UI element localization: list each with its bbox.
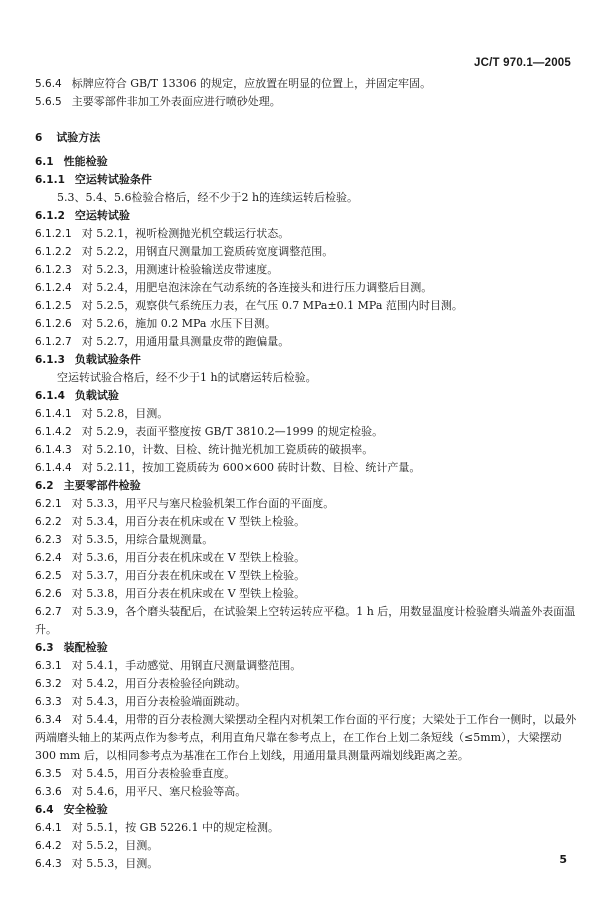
clause-item	[35, 75, 580, 93]
clause-number: 6.1	[35, 156, 54, 168]
clause-item	[35, 333, 580, 351]
clause-text: 对 5.2.8，目测。	[81, 407, 169, 420]
clause-number: 6.2.3	[35, 534, 62, 546]
paragraph	[35, 189, 580, 207]
clause-number: 6.2.6	[35, 588, 62, 600]
paragraph	[35, 369, 580, 387]
clause-text: 对 5.4.5，用百分表检验垂直度。	[71, 767, 236, 780]
clause-text: 对 5.2.10，计数、目检、统计抛光机加工瓷质砖的破损率。	[81, 443, 374, 456]
clause-item	[35, 513, 580, 531]
clause-number: 6.1.2.5	[35, 300, 72, 312]
clause-item	[35, 765, 580, 783]
clause-text: 对 5.5.1，按 GB 5226.1 中的规定检测。	[71, 821, 280, 834]
clause-text: 对 5.5.3，目测。	[71, 857, 159, 870]
clause-text: 性能检验	[63, 155, 108, 168]
clause-item	[35, 261, 580, 279]
clause-text: 装配检验	[63, 641, 108, 654]
clause-number: 6.3.2	[35, 678, 62, 690]
clause-item	[35, 93, 580, 111]
document-id: JC/T 970.1—2005	[474, 57, 571, 69]
clause-text: 对 5.4.4，用带的百分表检测大梁摆动全程内对机架工作台面的平行度；大梁处于工作台一侧时，以最外两端磨头轴上的某两点作为参考点，利用直角尺靠在参考点上，在工作台上划二条短线（≤5mm），大梁摆动 300 mm 后，以相同参考点为基准在工作台上划线，用通用量具测量两端划线距离之差。	[35, 713, 577, 762]
clause-number: 6.3.6	[35, 786, 62, 798]
clause-text: 对 5.3.7，用百分表在机床或在 V 型铁上检验。	[71, 569, 306, 582]
clause-item	[35, 603, 580, 639]
clause-heading	[35, 801, 580, 819]
clause-text: 空运转试验	[74, 209, 130, 222]
clause-item	[35, 279, 580, 297]
clause-number: 6.1.4.4	[35, 462, 72, 474]
clause-text: 对 5.2.5，观察供气系统压力表，在气压 0.7 MPa±0.1 MPa 范围内时目测。	[81, 299, 463, 312]
clause-item	[35, 693, 580, 711]
clause-number: 6.3.3	[35, 696, 62, 708]
clause-number: 6.2.4	[35, 552, 62, 564]
clause-number: 6.3.5	[35, 768, 62, 780]
clause-heading	[35, 387, 580, 405]
clause-item	[35, 315, 580, 333]
clause-number: 6.1.3	[35, 354, 65, 366]
section-gap	[35, 111, 580, 129]
clause-text: 对 5.3.4，用百分表在机床或在 V 型铁上检验。	[71, 515, 306, 528]
clause-item	[35, 675, 580, 693]
clause-heading	[35, 207, 580, 225]
clause-number: 6.3.1	[35, 660, 62, 672]
clause-item	[35, 819, 580, 837]
clause-number: 6.1.4.2	[35, 426, 72, 438]
clause-item	[35, 495, 580, 513]
clause-heading	[35, 153, 580, 171]
clause-text: 对 5.5.2，目测。	[71, 839, 159, 852]
clause-number: 6.1.4.1	[35, 408, 72, 420]
clause-text: 对 5.2.7，用通用量具测量皮带的跑偏量。	[81, 335, 290, 348]
clause-number: 6.2.1	[35, 498, 62, 510]
clause-text: 对 5.3.5，用综合量规测量。	[71, 533, 214, 546]
clause-item	[35, 531, 580, 549]
clause-heading	[35, 639, 580, 657]
clause-number: 6.1.2.4	[35, 282, 72, 294]
clause-text: 对 5.2.11，按加工瓷质砖为 600×600 砖时计数、目检、统计产量。	[81, 461, 421, 474]
clause-text: 对 5.4.2，用百分表检验径向跳动。	[71, 677, 247, 690]
clause-text: 对 5.2.2，用钢直尺测量加工瓷质砖宽度调整范围。	[81, 245, 334, 258]
clause-text: 对 5.4.1，手动感觉、用钢直尺测量调整范围。	[71, 659, 302, 672]
clause-text: 对 5.3.3，用平尺与塞尺检验机架工作台面的平面度。	[71, 497, 335, 510]
page-number: 5	[559, 853, 567, 866]
clause-item	[35, 783, 580, 801]
clause-text: 主要零部件检验	[63, 479, 141, 492]
clause-number: 6.1.2	[35, 210, 65, 222]
clause-text: 对 5.2.4，用肥皂泡沫涂在气动系统的各连接头和进行压力调整后目测。	[81, 281, 433, 294]
clause-number: 6.4.2	[35, 840, 62, 852]
clause-heading	[35, 171, 580, 189]
clause-number: 6.1.4.3	[35, 444, 72, 456]
clause-item	[35, 243, 580, 261]
clause-text: 对 5.3.9，各个磨头装配后，在试验架上空转运转应平稳。1 h 后，用数显温度计检验磨头端盖外表面温升。	[35, 605, 576, 636]
clause-text: 对 5.2.6，施加 0.2 MPa 水压下目测。	[81, 317, 276, 330]
clause-item	[35, 225, 580, 243]
clause-item	[35, 837, 580, 855]
clause-text: 主要零部件非加工外表面应进行喷砂处理。	[71, 95, 281, 108]
clause-number: 5.6.5	[35, 96, 62, 108]
clause-number: 6.2.2	[35, 516, 62, 528]
clause-text: 标牌应符合 GB/T 13306 的规定，应放置在明显的位置上，并固定牢固。	[71, 77, 432, 90]
clause-item	[35, 423, 580, 441]
clause-text: 空运转试验合格后，经不少于1 h的试磨运转后检验。	[57, 371, 317, 384]
clause-number: 6.4.3	[35, 858, 62, 870]
clause-text: 安全检验	[63, 803, 108, 816]
clause-number: 6.2.5	[35, 570, 62, 582]
clause-number: 6.2	[35, 480, 54, 492]
clause-item	[35, 459, 580, 477]
clause-item	[35, 297, 580, 315]
clause-number: 6.2.7	[35, 606, 62, 618]
clause-text: 对 5.2.9，表面平整度按 GB/T 3810.2—1999 的规定检验。	[81, 425, 384, 438]
clause-text: 空运转试验条件	[74, 173, 152, 186]
clause-number: 6.3.4	[35, 714, 62, 726]
clause-number: 6.3	[35, 642, 54, 654]
clause-text: 负载试验条件	[74, 353, 141, 366]
clause-number: 6.1.2.3	[35, 264, 72, 276]
clause-item	[35, 405, 580, 423]
clause-heading	[35, 129, 580, 147]
clause-number: 6.4	[35, 804, 54, 816]
clause-number: 6.1.2.2	[35, 246, 72, 258]
clause-text: 负载试验	[74, 389, 119, 402]
clause-heading	[35, 351, 580, 369]
clause-text: 对 5.2.3，用测速计检验输送皮带速度。	[81, 263, 279, 276]
clause-number: 6.1.4	[35, 390, 65, 402]
clause-number: 5.6.4	[35, 78, 62, 90]
clause-text: 对 5.4.3，用百分表检验端面跳动。	[71, 695, 247, 708]
clause-text: 对 5.3.8，用百分表在机床或在 V 型铁上检验。	[71, 587, 306, 600]
clause-number: 6.1.2.7	[35, 336, 72, 348]
clause-item	[35, 711, 580, 765]
clause-number: 6.1.2.6	[35, 318, 72, 330]
clause-heading	[35, 477, 580, 495]
clause-text: 试验方法	[56, 131, 101, 144]
clause-item	[35, 549, 580, 567]
clause-number: 6.4.1	[35, 822, 62, 834]
clause-item	[35, 657, 580, 675]
clause-number: 6.1.2.1	[35, 228, 72, 240]
clause-text: 5.3、5.4、5.6检验合格后，经不少于2 h的连续运转后检验。	[57, 191, 359, 204]
document-body	[35, 75, 580, 873]
clause-number: 6	[35, 132, 43, 144]
clause-item	[35, 855, 580, 873]
clause-item	[35, 585, 580, 603]
clause-text: 对 5.2.1，视听检测抛光机空载运行状态。	[81, 227, 290, 240]
clause-item	[35, 441, 580, 459]
clause-number: 6.1.1	[35, 174, 65, 186]
clause-item	[35, 567, 580, 585]
clause-text: 对 5.3.6，用百分表在机床或在 V 型铁上检验。	[71, 551, 306, 564]
clause-text: 对 5.4.6，用平尺、塞尺检验等高。	[71, 785, 247, 798]
